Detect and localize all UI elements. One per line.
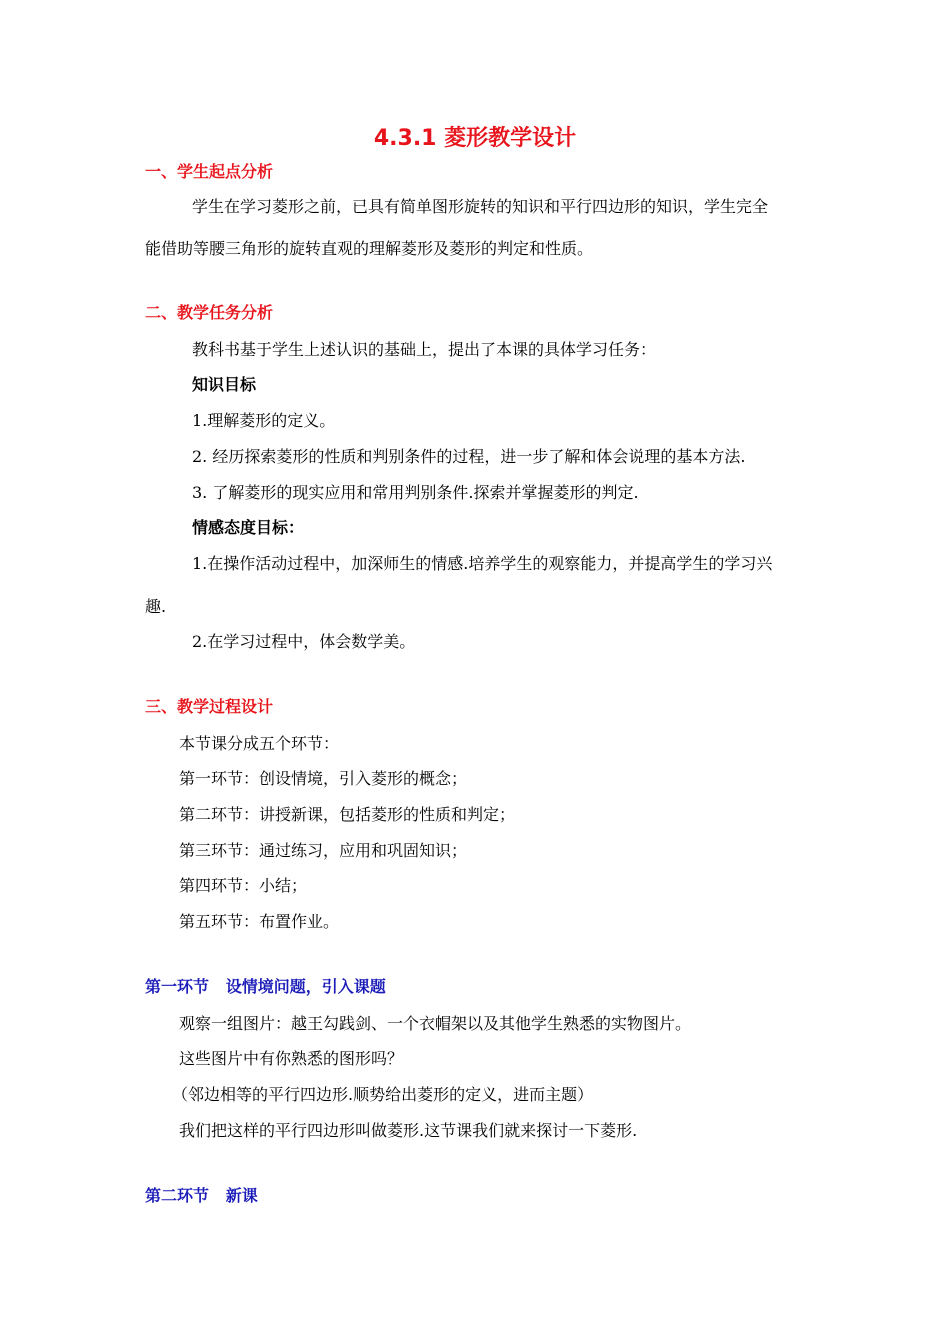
paragraph-line: 我们把这样的平行四边形叫做菱形.这节课我们就来探讨一下菱形. [179, 1121, 638, 1140]
list-item: 3. 了解菱形的现实应用和常用判别条件.探索并掌握菱形的判定. [192, 483, 639, 502]
list-item: 1.理解菱形的定义。 [192, 411, 336, 430]
section-heading-task-analysis: 二、教学任务分析 [145, 303, 274, 322]
list-item-continuation: 趣. [145, 597, 167, 616]
paragraph-line: 这些图片中有你熟悉的图形吗？ [179, 1049, 404, 1068]
section-heading-student-analysis: 一、学生起点分析 [145, 162, 274, 181]
paragraph-line: 能借助等腰三角形的旋转直观的理解菱形及菱形的判定和性质。 [145, 239, 594, 258]
document-title: 4.3.1 菱形教学设计 [373, 126, 577, 151]
section-heading-process-design: 三、教学过程设计 [145, 697, 274, 716]
list-item: 1.在操作活动过程中，加深师生的情感.培养学生的观察能力，并提高学生的学习兴 [192, 554, 773, 573]
step-item: 第一环节：创设情境，引入菱形的概念； [179, 769, 468, 788]
list-item: 2.在学习过程中，体会数学美。 [192, 632, 416, 651]
step-item: 第四环节：小结； [179, 876, 308, 895]
list-item: 2. 经历探索菱形的性质和判别条件的过程，进一步了解和体会说理的基本方法. [192, 447, 746, 466]
stage-heading-first: 第一环节 设情境问题，引入课题 [145, 977, 386, 996]
paragraph-line: 教科书基于学生上述认识的基础上，提出了本课的具体学习任务： [192, 340, 657, 359]
paragraph-line: 观察一组图片：越王勾践剑、一个衣帽架以及其他学生熟悉的实物图片。 [179, 1014, 692, 1033]
stage-heading-second: 第二环节 新课 [145, 1186, 258, 1205]
paragraph-line: 学生在学习菱形之前，已具有简单图形旋转的知识和平行四边形的知识，学生完全 [192, 197, 769, 216]
subheading-emotion-goals: 情感态度目标： [192, 518, 305, 537]
step-item: 第二环节：讲授新课，包括菱形的性质和判定； [179, 805, 516, 824]
paragraph-line: 本节课分成五个环节： [179, 734, 340, 753]
step-item: 第三环节：通过练习，应用和巩固知识； [179, 841, 468, 860]
subheading-knowledge-goals: 知识目标 [192, 375, 257, 394]
step-item: 第五环节：布置作业。 [179, 912, 340, 931]
paragraph-line: （邻边相等的平行四边形.顺势给出菱形的定义，进而主题） [172, 1085, 594, 1104]
